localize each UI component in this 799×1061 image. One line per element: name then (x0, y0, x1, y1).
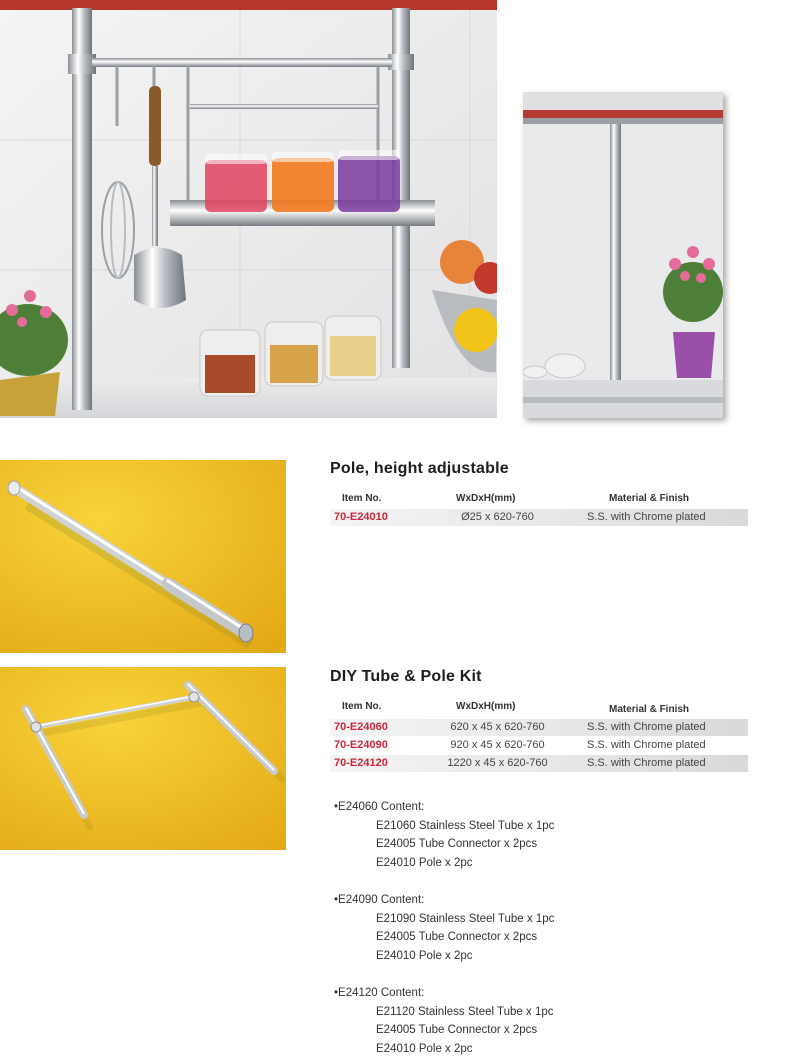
table-row (330, 509, 748, 526)
section-title-pole: Pole, height adjustable (330, 460, 509, 477)
kit-content-heading: •E24120 Content: (334, 987, 425, 999)
kit-content-line: E24010 Pole x 2pc (376, 1043, 473, 1055)
kit-content-line: E24005 Tube Connector x 2pcs (376, 838, 538, 850)
kit-content-line: E24005 Tube Connector x 2pcs (376, 1024, 538, 1036)
kit-content-line: E21090 Stainless Steel Tube x 1pc (376, 913, 555, 925)
item-number: 70-E24090 (334, 739, 388, 751)
material-finish: S.S. with Chrome plated (587, 739, 706, 751)
kit-content-heading: •E24090 Content: (334, 894, 425, 906)
col-header-item: Item No. (342, 701, 382, 712)
item-number: 70-E24120 (334, 757, 388, 769)
kit-content-line: E21060 Stainless Steel Tube x 1pc (376, 820, 555, 832)
dimensions: Ø25 x 620-760 (461, 511, 534, 523)
table-row (330, 755, 748, 772)
kit-content-line: E21120 Stainless Steel Tube x 1pc (376, 1006, 554, 1018)
material-finish: S.S. with Chrome plated (587, 721, 706, 733)
tube-pole-kit-photo (0, 667, 286, 850)
section-title-kit: DIY Tube & Pole Kit (330, 668, 482, 685)
table-row (330, 737, 748, 754)
col-header-item: Item No. (342, 493, 382, 504)
dimensions: 920 x 45 x 620-760 (450, 739, 545, 751)
adjustable-pole-photo (0, 460, 286, 653)
col-header-dimensions: WxDxH(mm) (456, 493, 516, 504)
kitchen-rail-photo (0, 0, 497, 418)
col-header-dimensions: WxDxH(mm) (456, 701, 516, 712)
pole-detail-photo (523, 92, 723, 418)
kit-content-line: E24010 Pole x 2pc (376, 950, 473, 962)
item-number: 70-E24060 (334, 721, 388, 733)
table-row (330, 719, 748, 736)
item-number: 70-E24010 (334, 511, 388, 523)
kit-content-line: E24010 Pole x 2pc (376, 857, 473, 869)
dimensions: 620 x 45 x 620-760 (450, 721, 545, 733)
material-finish: S.S. with Chrome plated (587, 511, 706, 523)
kit-content-heading: •E24060 Content: (334, 801, 425, 813)
dimensions: 1220 x 45 x 620-760 (447, 757, 548, 769)
material-finish: S.S. with Chrome plated (587, 757, 706, 769)
col-header-material: Material & Finish (609, 704, 690, 715)
kit-content-line: E24005 Tube Connector x 2pcs (376, 931, 538, 943)
col-header-material: Material & Finish (609, 493, 690, 504)
